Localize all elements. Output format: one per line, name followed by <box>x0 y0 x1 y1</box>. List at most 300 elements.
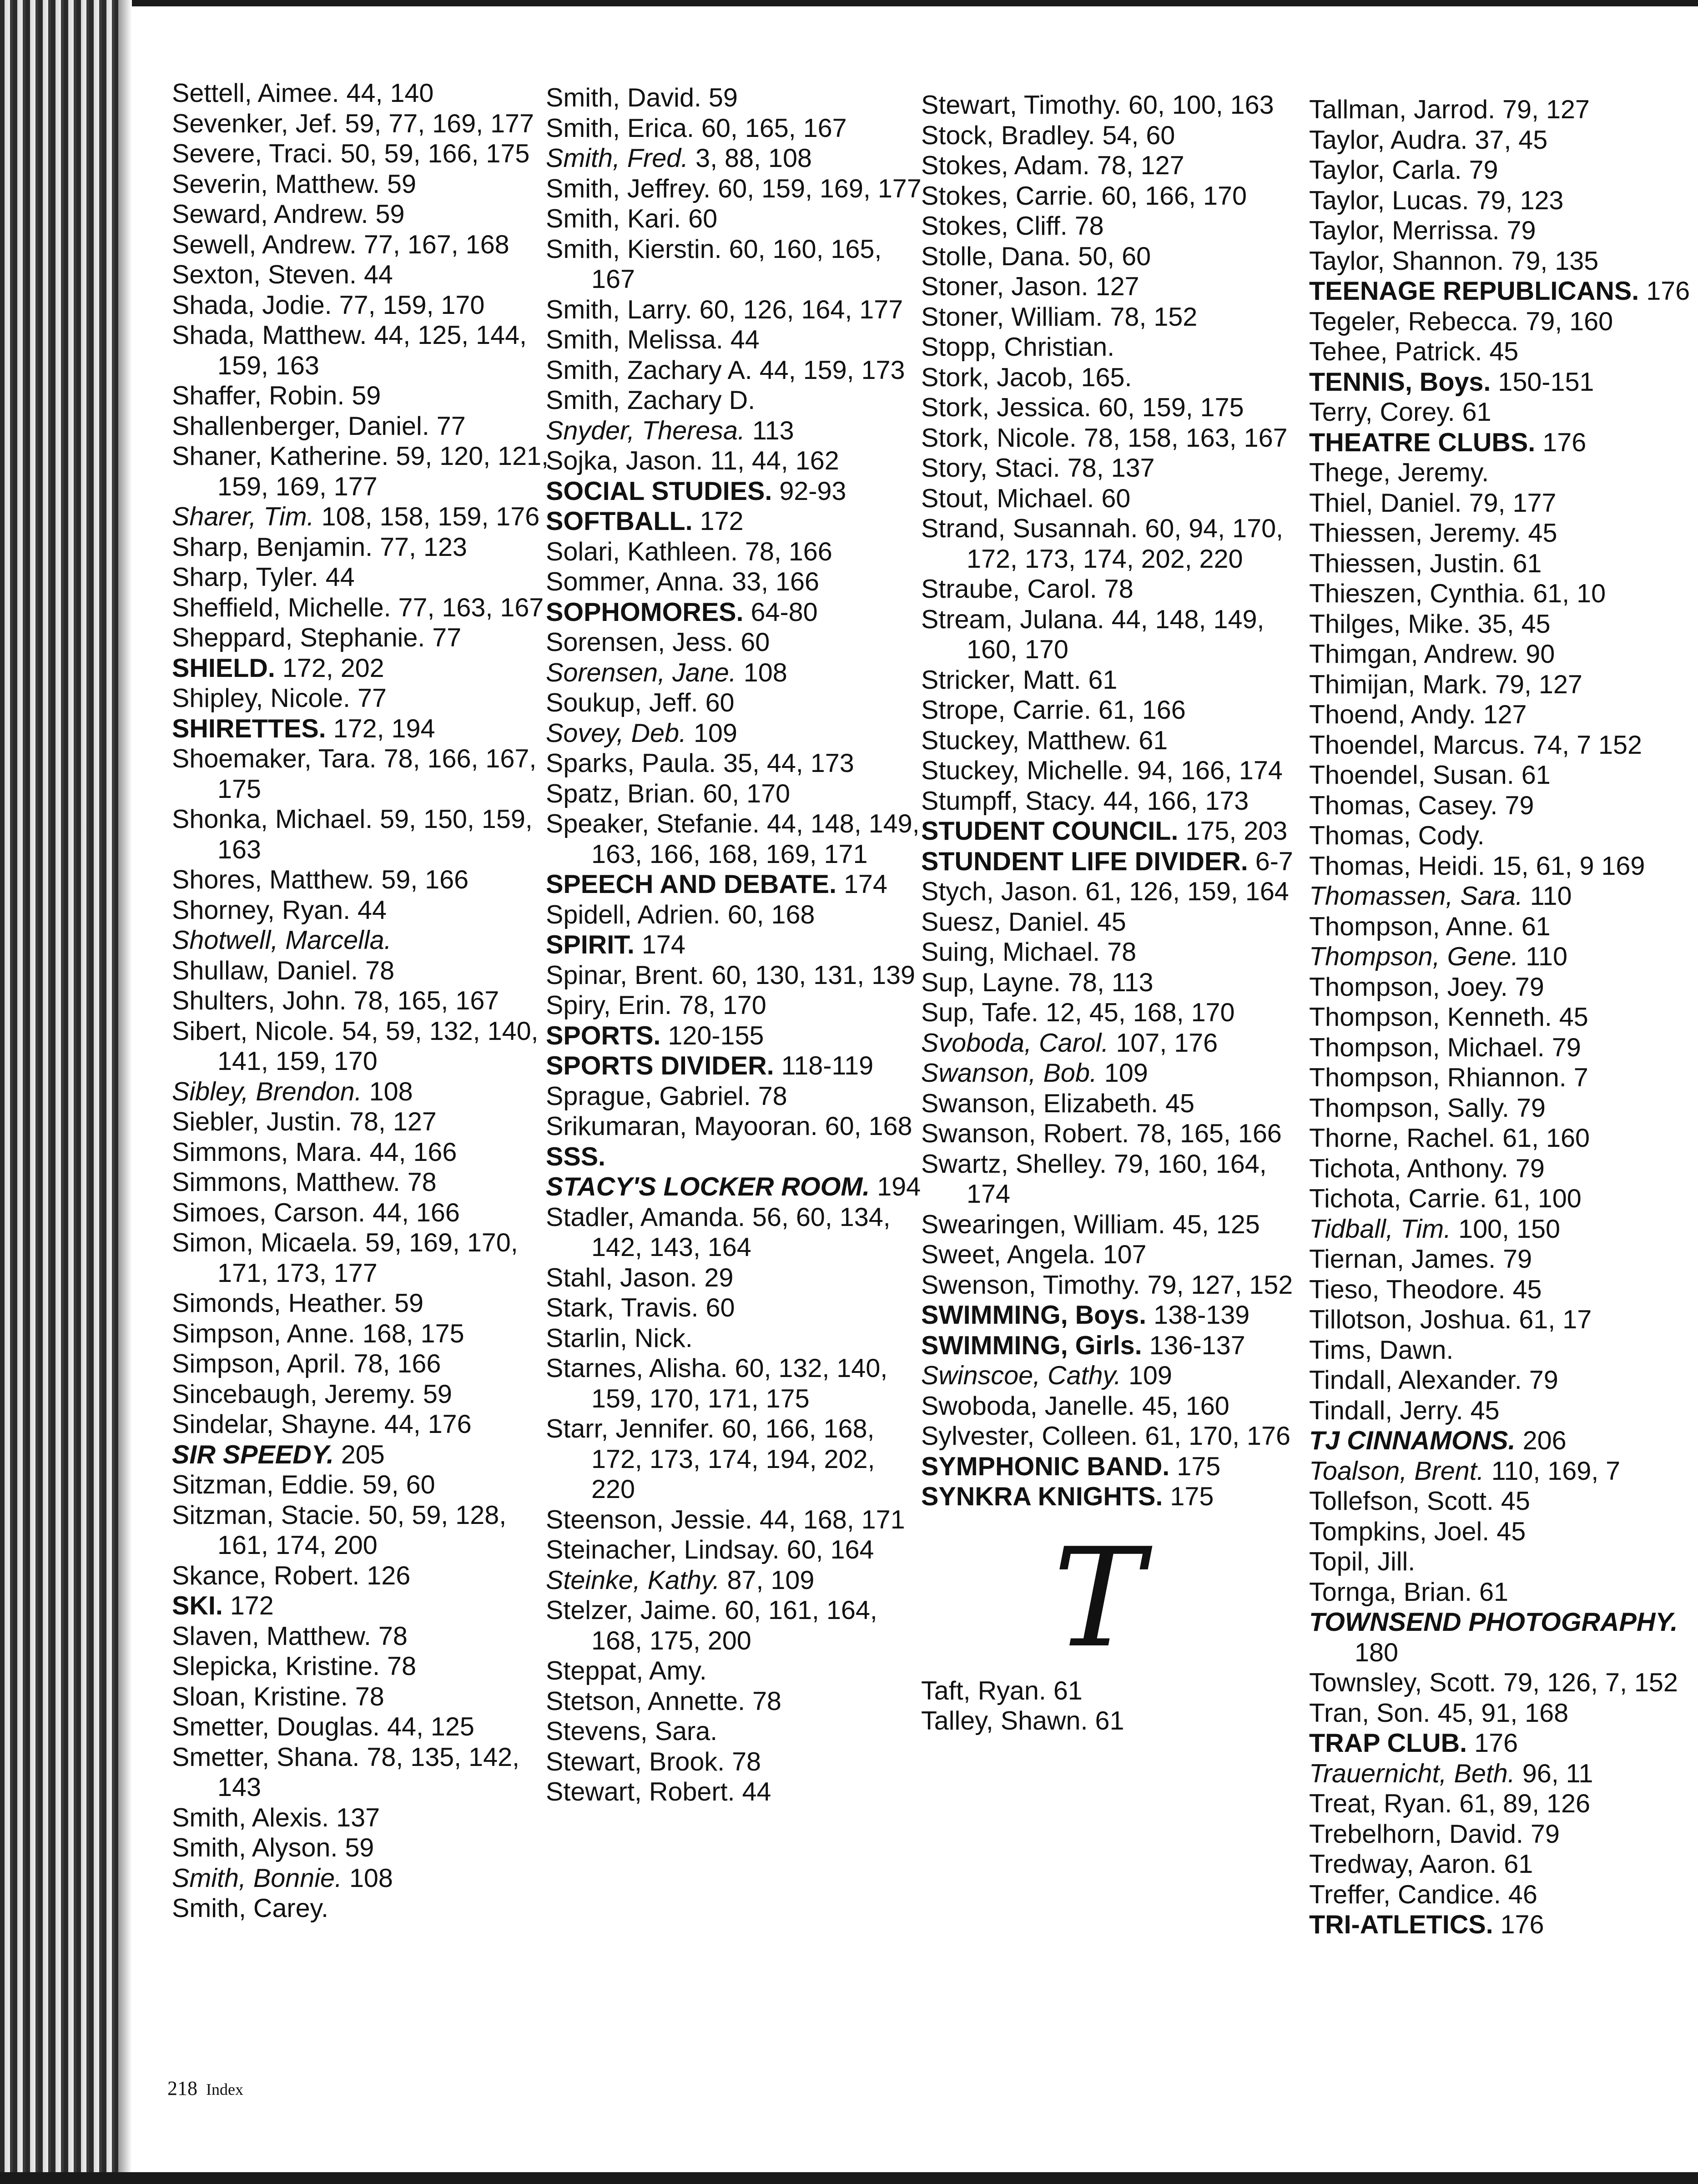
entry-name: Steppat, Amy. <box>546 1656 707 1685</box>
index-entry <box>172 1621 554 1652</box>
entry-name: SPORTS DIVIDER. <box>546 1051 774 1080</box>
index-entry <box>546 355 923 386</box>
entry-pages: 61 <box>1521 912 1551 941</box>
entry-pages: 108 <box>369 1077 413 1106</box>
index-entry <box>1309 881 1696 912</box>
entry-name: Srikumaran, Mayooran. <box>546 1112 818 1141</box>
index-column-2 <box>546 83 923 1807</box>
entry-name: Smith, Kari. <box>546 204 681 233</box>
index-entry <box>546 779 923 809</box>
entry-name: Tindall, Jerry. <box>1309 1396 1463 1425</box>
entry-pages: 60, 166, 168, 172, 173, 174, 194, 202, 220 <box>591 1414 875 1504</box>
entry-pages: 60 <box>688 204 718 233</box>
entry-pages: 77 <box>358 684 387 713</box>
index-entry <box>172 1470 554 1500</box>
entry-name: Stolle, Dana. <box>921 242 1071 271</box>
entry-name: Suesz, Daniel. <box>921 907 1090 937</box>
index-entry <box>1309 942 1696 972</box>
index-entry <box>546 1777 923 1807</box>
index-entry <box>172 199 554 230</box>
entry-name: Stork, Nicole. <box>921 423 1077 453</box>
index-entry <box>546 476 923 507</box>
index-entry <box>172 1137 554 1168</box>
index-entry <box>921 1361 1299 1391</box>
entry-pages: 61, 166 <box>1098 696 1186 725</box>
index-entry <box>921 393 1299 423</box>
entry-pages: 109 <box>693 718 737 748</box>
index-entry <box>546 537 923 567</box>
entry-pages: 44 <box>358 895 387 925</box>
entry-pages: 165. <box>1081 363 1132 392</box>
entry-pages: 60, 165, 167 <box>701 113 847 143</box>
index-entry <box>1309 851 1696 882</box>
index-entry <box>172 169 554 200</box>
entry-pages: 60, 168 <box>825 1112 912 1141</box>
entry-name: Topil, Jill. <box>1309 1547 1416 1576</box>
entry-name: Spidell, Adrien. <box>546 900 721 929</box>
entry-pages: 79, 126, 7, 152 <box>1503 1668 1678 1697</box>
index-entry <box>546 1747 923 1777</box>
index-entry <box>172 1682 554 1712</box>
index-entry <box>546 658 923 688</box>
entry-pages: 61 <box>1053 1676 1083 1705</box>
index-entry <box>1309 337 1696 367</box>
entry-name: Tegeler, Rebecca. <box>1309 307 1519 336</box>
index-entry <box>1309 428 1696 458</box>
entry-pages: 45 <box>1496 1517 1526 1546</box>
entry-pages: 45 <box>1528 519 1557 548</box>
entry-name: Thiessen, Justin. <box>1309 549 1506 578</box>
entry-pages: 74, 7 152 <box>1533 730 1642 760</box>
index-entry <box>172 986 554 1016</box>
entry-name: Swinscoe, Cathy. <box>921 1361 1121 1390</box>
entry-pages: 172 <box>230 1591 274 1620</box>
entry-name: Shoemaker, Tara. <box>172 744 377 773</box>
entry-pages: 79 <box>1507 216 1536 245</box>
index-entry <box>172 1077 554 1107</box>
entry-name: Tollefson, Scott. <box>1309 1487 1494 1516</box>
entry-pages: 108, 158, 159, 176 <box>321 502 540 531</box>
entry-pages: 59, 150, 159, 163 <box>217 805 533 864</box>
index-entry <box>172 714 554 744</box>
entry-name: Solari, Kathleen. <box>546 537 738 566</box>
entry-pages: 45 <box>1097 907 1126 937</box>
entry-name: Talley, Shawn. <box>921 1706 1088 1735</box>
entry-pages: 61 <box>1462 398 1491 427</box>
entry-name: Seward, Andrew. <box>172 200 368 229</box>
index-entry <box>1309 1759 1696 1789</box>
index-entry <box>921 1119 1299 1149</box>
entry-name: Spatz, Brian. <box>546 779 696 808</box>
entry-pages: 29 <box>704 1263 734 1292</box>
index-entry <box>172 1803 554 1833</box>
entry-name: Tallman, Jarrod. <box>1309 95 1496 124</box>
index-entry <box>1309 246 1696 277</box>
index-entry <box>546 113 923 144</box>
entry-name: Swearingen, William. <box>921 1210 1165 1239</box>
index-entry <box>172 441 554 502</box>
section-label: Index <box>206 2080 243 2098</box>
entry-name: Shotwell, Marcella. <box>172 926 392 955</box>
entry-pages: 44, 148, 149, 160, 170 <box>967 605 1265 664</box>
entry-name: Stoner, William. <box>921 302 1103 332</box>
entry-pages: 176 <box>1542 428 1587 457</box>
entry-name: Shullaw, Daniel. <box>172 956 358 985</box>
entry-pages: 168, 175 <box>362 1319 464 1348</box>
entry-name: Straube, Carol. <box>921 575 1097 604</box>
index-entry <box>172 1833 554 1863</box>
entry-name: Sorensen, Jane. <box>546 658 736 687</box>
entry-pages: 205 <box>341 1440 385 1469</box>
entry-name: Sitzman, Stacie. <box>172 1500 361 1530</box>
index-entry <box>1309 186 1696 216</box>
entry-pages: 175 <box>1177 1452 1221 1481</box>
entry-name: Thompson, Anne. <box>1309 912 1514 941</box>
entry-name: Simmons, Matthew. <box>172 1168 400 1197</box>
index-entry <box>921 816 1299 847</box>
entry-name: Settell, Aimee. <box>172 79 339 108</box>
entry-name: STUDENT COUNCIL. <box>921 817 1179 846</box>
entry-name: Simonds, Heather. <box>172 1289 388 1318</box>
index-entry <box>546 506 923 537</box>
index-entry <box>921 1210 1299 1240</box>
entry-name: TEENAGE REPUBLICANS. <box>1309 277 1639 306</box>
entry-pages: 90 <box>1526 640 1555 669</box>
entry-pages: 15, 61, 9 169 <box>1492 851 1645 881</box>
entry-pages: 174 <box>641 930 685 959</box>
entry-pages: 79 <box>1515 1154 1545 1183</box>
entry-name: Sibley, Brendon. <box>172 1077 362 1106</box>
index-entry <box>921 605 1299 665</box>
entry-name: Tidball, Tim. <box>1309 1214 1451 1244</box>
entry-pages: 77 <box>436 411 466 441</box>
index-entry <box>172 290 554 321</box>
index-entry <box>1309 458 1696 488</box>
entry-name: Taft, Ryan. <box>921 1676 1046 1705</box>
entry-pages: 79, 160 <box>1526 307 1613 336</box>
index-entry <box>172 230 554 260</box>
index-entry <box>1309 1607 1696 1668</box>
entry-pages: 61, 100 <box>1494 1184 1582 1213</box>
entry-pages: 61 <box>1504 1850 1533 1879</box>
entry-name: Severe, Traci. <box>172 139 333 168</box>
index-entry <box>921 1452 1299 1482</box>
index-entry <box>172 1440 554 1470</box>
entry-name: Trauernicht, Beth. <box>1309 1759 1515 1788</box>
entry-pages: 79 <box>1505 791 1534 820</box>
entry-name: Smith, David. <box>546 83 701 112</box>
entry-name: Sharer, Tim. <box>172 502 314 531</box>
entry-pages: 175 <box>1170 1482 1214 1511</box>
entry-pages: 78, 113 <box>1068 968 1154 997</box>
entry-pages: 172, 194 <box>333 714 435 743</box>
index-entry <box>921 332 1299 363</box>
entry-pages: 44 <box>363 260 393 289</box>
entry-pages: 60, 161, 164, 168, 175, 200 <box>591 1596 877 1655</box>
entry-pages: 61, 89, 126 <box>1459 1789 1590 1818</box>
entry-pages: 175, 203 <box>1185 817 1288 846</box>
entry-name: Swenson, Timothy. <box>921 1270 1140 1300</box>
entry-pages: 54, 60 <box>1102 121 1175 150</box>
entry-name: Sibert, Nicole. <box>172 1016 335 1046</box>
index-entry <box>1309 1880 1696 1910</box>
entry-name: Tiernan, James. <box>1309 1245 1496 1274</box>
entry-pages: 180 <box>1355 1638 1398 1667</box>
entry-pages: 59, 77, 169, 177 <box>345 109 534 138</box>
entry-name: SYNKRA KNIGHTS. <box>921 1482 1163 1511</box>
entry-pages: 78 <box>732 1747 761 1776</box>
entry-name: Sewell, Andrew. <box>172 230 357 259</box>
entry-pages: 60 <box>705 1293 735 1322</box>
index-entry <box>172 1288 554 1319</box>
entry-pages: 79, 123 <box>1476 186 1564 215</box>
index-entry <box>172 895 554 926</box>
entry-name: Spiry, Erin. <box>546 991 672 1020</box>
entry-pages: 78, 166 <box>353 1349 441 1378</box>
index-entry <box>546 1202 923 1263</box>
entry-pages: 79, 135 <box>1511 246 1599 276</box>
entry-pages: 79, 127, 152 <box>1147 1270 1293 1300</box>
entry-pages: 150-151 <box>1498 367 1594 397</box>
entry-pages: 172 <box>700 507 744 536</box>
entry-name: Smetter, Shana. <box>172 1742 360 1772</box>
index-entry <box>172 623 554 653</box>
entry-pages: 45 <box>1489 337 1519 366</box>
index-entry <box>921 1089 1299 1119</box>
index-entry <box>1309 1305 1696 1335</box>
index-entry <box>546 416 923 446</box>
entry-pages: 60, 159, 169, 177 <box>718 174 922 203</box>
entry-pages: 44 <box>742 1777 771 1806</box>
index-entry <box>546 1686 923 1717</box>
index-entry <box>546 234 923 295</box>
entry-name: Thilges, Mike. <box>1309 609 1471 639</box>
entry-name: Stout, Michael. <box>921 484 1094 513</box>
entry-name: Smith, Larry. <box>546 295 692 324</box>
entry-pages: 79 <box>1515 972 1544 1002</box>
entry-pages: 6-7 <box>1255 847 1293 876</box>
index-entry <box>921 786 1299 817</box>
entry-name: SHIRETTES. <box>172 714 326 743</box>
index-entry <box>546 204 923 234</box>
entry-name: Stokes, Carrie. <box>921 181 1094 211</box>
entry-pages: 46 <box>1508 1880 1537 1909</box>
entry-pages: 78, 127 <box>1097 151 1184 180</box>
entry-name: Shores, Matthew. <box>172 865 374 894</box>
index-entry <box>546 1353 923 1414</box>
bottom-rule <box>0 2172 1698 2184</box>
entry-name: Slaven, Matthew. <box>172 1621 371 1651</box>
index-entry <box>921 847 1299 877</box>
index-entry <box>921 665 1299 696</box>
index-entry <box>1309 488 1696 519</box>
entry-name: Tran, Son. <box>1309 1698 1431 1728</box>
entry-pages: 61 <box>1095 1706 1124 1735</box>
entry-name: Sindelar, Shayne. <box>172 1410 377 1439</box>
index-entry <box>1309 1154 1696 1184</box>
entry-name: SOPHOMORES. <box>546 597 744 627</box>
entry-pages: 127 <box>1095 272 1139 301</box>
entry-pages: 78 <box>407 1168 437 1197</box>
index-entry <box>172 1319 554 1349</box>
entry-name: TJ CINNAMONS. <box>1309 1426 1516 1455</box>
entry-pages: 59, 166 <box>381 865 469 894</box>
entry-pages: 60, 166, 170 <box>1101 181 1247 211</box>
entry-pages: 194 <box>877 1172 921 1201</box>
index-entry <box>921 1331 1299 1361</box>
index-entry <box>546 900 923 930</box>
entry-name: Tieso, Theodore. <box>1309 1275 1506 1304</box>
entry-name: Stuckey, Michelle. <box>921 756 1130 785</box>
entry-name: Stetson, Annette. <box>546 1686 745 1716</box>
index-entry <box>921 302 1299 333</box>
index-entry <box>172 744 554 804</box>
index-entry <box>1309 760 1696 791</box>
index-entry <box>1309 821 1696 851</box>
entry-name: SKI. <box>172 1591 223 1620</box>
index-entry <box>1309 1033 1696 1063</box>
index-entry <box>546 174 923 204</box>
entry-pages: 78 <box>1104 575 1134 604</box>
index-entry <box>1309 1335 1696 1366</box>
entry-pages: 77, 167, 168 <box>363 230 509 259</box>
entry-name: Sparks, Paula. <box>546 749 716 778</box>
entry-name: Shulters, John. <box>172 986 347 1015</box>
entry-pages: 78, 137 <box>1067 454 1155 483</box>
entry-pages: 59 <box>423 1379 452 1409</box>
index-entry <box>1309 1002 1696 1033</box>
entry-pages: 54, 59, 132, 140, 141, 159, 170 <box>217 1016 539 1076</box>
entry-pages: 60, 100, 163 <box>1128 91 1274 120</box>
entry-pages: 56, 60, 134, 142, 143, 164 <box>591 1202 891 1262</box>
index-column-4 <box>1309 95 1696 1940</box>
index-entry <box>921 1149 1299 1210</box>
entry-pages: 126 <box>367 1561 411 1590</box>
entry-pages: 108 <box>743 658 787 687</box>
entry-name: Simpson, April. <box>172 1349 347 1378</box>
entry-name: Stych, Jason. <box>921 877 1078 906</box>
entry-name: Taylor, Carla. <box>1309 156 1462 185</box>
entry-name: Thoendel, Susan. <box>1309 761 1514 790</box>
entry-pages: 92-93 <box>779 476 846 506</box>
entry-pages: 136-137 <box>1149 1331 1245 1360</box>
entry-pages: 107 <box>1103 1240 1147 1269</box>
entry-name: Sup, Tafe. <box>921 998 1038 1027</box>
entry-name: Stadler, Amanda. <box>546 1202 745 1232</box>
entry-pages: 60, 132, 140, 159, 170, 171, 175 <box>591 1354 888 1413</box>
index-entry <box>1309 1426 1696 1456</box>
entry-pages: 59 <box>394 1289 423 1318</box>
index-entry <box>546 869 923 900</box>
entry-name: Sitzman, Eddie. <box>172 1470 355 1499</box>
entry-pages: 176 <box>1474 1729 1518 1758</box>
entry-name: Stork, Jessica. <box>921 393 1091 422</box>
index-entry <box>1309 1517 1696 1547</box>
index-entry <box>1309 1123 1696 1154</box>
index-entry <box>1309 1728 1696 1759</box>
entry-pages: 77, 123 <box>380 532 467 562</box>
entry-name: Smith, Zachary D. <box>546 386 756 415</box>
entry-name: Thompson, Rhiannon. <box>1309 1063 1567 1092</box>
index-entry <box>172 411 554 442</box>
index-entry <box>921 181 1299 212</box>
entry-pages: 79 <box>1503 1245 1532 1274</box>
index-entry <box>1309 1365 1696 1396</box>
index-entry <box>546 1051 923 1081</box>
index-entry <box>546 325 923 355</box>
index-entry <box>546 1111 923 1142</box>
entry-pages: 79 <box>1529 1366 1558 1395</box>
index-entry <box>1309 609 1696 640</box>
entry-pages: 78, 165, 166 <box>1136 1119 1282 1148</box>
index-entry <box>546 1716 923 1747</box>
entry-pages: 60, 94, 170, 172, 173, 174, 202, 220 <box>967 514 1284 574</box>
entry-pages: 44, 148, 149, 163, 166, 168, 169, 171 <box>591 809 920 869</box>
entry-pages: 44, 125 <box>387 1712 474 1741</box>
entry-name: Townsley, Scott. <box>1309 1668 1496 1697</box>
index-entry <box>921 1240 1299 1270</box>
index-entry <box>172 562 554 593</box>
entry-name: Stuckey, Matthew. <box>921 726 1132 755</box>
entry-pages: 44 <box>325 563 355 592</box>
entry-pages: 45 <box>1559 1003 1588 1032</box>
entry-name: Smith, Alyson. <box>172 1833 338 1862</box>
entry-pages: 11, 44, 162 <box>710 446 839 475</box>
entry-pages: 61 <box>1139 726 1168 755</box>
entry-pages: 61 <box>1512 549 1542 578</box>
entry-name: SSS. <box>546 1142 606 1171</box>
entry-pages: 108 <box>349 1863 393 1893</box>
index-entry <box>172 804 554 865</box>
entry-pages: 37, 45 <box>1475 125 1548 155</box>
index-entry <box>1309 1547 1696 1577</box>
entry-name: Smith, Kierstin. <box>546 234 722 264</box>
index-entry <box>921 1028 1299 1059</box>
entry-name: Stewart, Timothy. <box>921 91 1121 120</box>
index-entry <box>921 1706 1299 1736</box>
entry-name: SYMPHONIC BAND. <box>921 1452 1170 1481</box>
index-entry <box>172 1863 554 1894</box>
entry-name: Soukup, Jeff. <box>546 688 698 717</box>
entry-name: Stevens, Sara. <box>546 1717 718 1746</box>
entry-pages: 45 <box>1512 1275 1542 1304</box>
index-entry <box>1309 367 1696 398</box>
entry-pages: 87, 109 <box>727 1565 815 1595</box>
entry-name: Simon, Micaela. <box>172 1228 358 1257</box>
entry-pages: 44, 176 <box>384 1410 472 1439</box>
entry-name: Stumpff, Stacy. <box>921 786 1096 816</box>
entry-name: Thimgan, Andrew. <box>1309 640 1519 669</box>
entry-pages: 79 <box>1516 1093 1546 1123</box>
index-entry <box>546 597 923 628</box>
entry-name: Speaker, Stefanie. <box>546 809 760 838</box>
entry-name: Sojka, Jason. <box>546 446 703 475</box>
entry-pages: 78 <box>365 956 395 985</box>
entry-pages: 79, 127 <box>1495 670 1582 699</box>
entry-name: Sevenker, Jef. <box>172 109 338 138</box>
index-entry <box>1309 791 1696 821</box>
entry-name: Tillotson, Joshua. <box>1309 1305 1512 1334</box>
index-entry <box>172 109 554 139</box>
index-entry <box>1309 1819 1696 1850</box>
entry-pages: 45, 125 <box>1172 1210 1260 1239</box>
entry-name: THEATRE CLUBS. <box>1309 428 1536 457</box>
index-entry <box>546 688 923 718</box>
index-entry <box>921 272 1299 302</box>
entry-pages: 44, 168, 171 <box>759 1505 905 1534</box>
index-entry <box>921 877 1299 907</box>
entry-name: Taylor, Merrissa. <box>1309 216 1500 245</box>
